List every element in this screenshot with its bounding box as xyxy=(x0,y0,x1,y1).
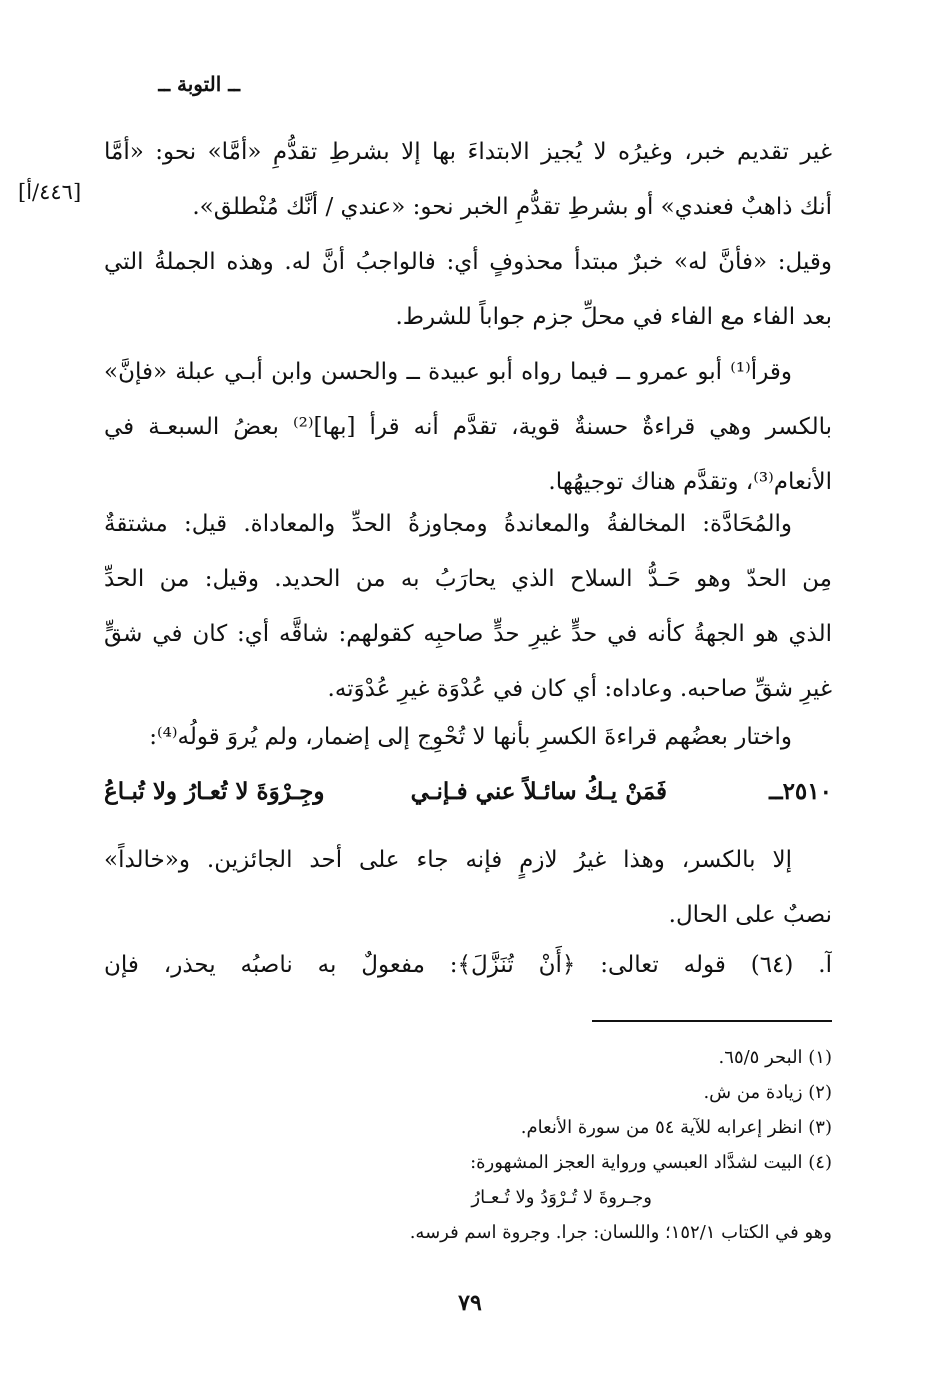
footnote: وهو في الكتاب ١٥٢/١؛ واللسان: جرا. وجروة اسم فرسه. xyxy=(409,1222,832,1243)
text-line: بعد الفاء مع الفاء في محلِّ جزم جواباً للشرط. xyxy=(395,304,832,330)
text-line: وقيل: «فأنَّ له» خبرٌ مبتدأ محذوفٍ أي: فالواجبُ أنَّ له. وهذه الجملةُ التي xyxy=(104,249,832,275)
verse-first-hemistich: فَمَنْ يـكُ سائـلاً عني فـإنـي xyxy=(410,778,667,805)
text-line: غير تقديم خبر، وغيرُه لا يُجيز الابتداءَ بها إلا بشرطِ تقدُّمِ «أمَّا» نحو: «أمَّا xyxy=(104,139,832,165)
footnote-verse: وجـروةَ لا تُـرْوَدُ ولا تُـعـارُ xyxy=(471,1187,652,1208)
page-number: ٧٩ xyxy=(458,1290,482,1316)
paragraph-4 xyxy=(104,710,832,765)
footnotes xyxy=(104,1040,832,1250)
text-line: الذي هو الجهةُ كأنه في حدٍّ غيرِ حدٍّ صاحبِه كقولهم: شاقَّه أي: كان في شقٍّ xyxy=(104,621,832,647)
verse-second-hemistich: وجِـرْوَةَ لا تُعـارُ ولا تُبـاعُ xyxy=(104,778,325,805)
paragraph-1 xyxy=(104,125,832,345)
text-line: غيرِ شقِّ صاحبه. وعاداه: أي كان في عُدْوَة غيرِ عُدْوَته. xyxy=(327,676,832,702)
running-head: ــ التوبة ــ xyxy=(158,72,240,96)
text-line: الأنعام⁽³⁾، وتقدَّم هناك توجيهُها. xyxy=(548,469,832,495)
manuscript-folio-marker: [٤٤٦/أ] xyxy=(18,180,82,204)
verse-number: ٢٥١٠ــ xyxy=(769,778,832,805)
footnote: (٤) البيت لشدَّاد العبسي ورواية العجز المشهورة: xyxy=(470,1152,832,1173)
footnote-separator xyxy=(592,1020,832,1022)
poetry-verse xyxy=(104,778,832,828)
text-line: والمُحَادَّة: المخالفةُ والمعاندةُ ومجاوزةُ الحدِّ والمعاداة. قيل: مشتقةٌ xyxy=(104,511,792,537)
paragraph-2 xyxy=(104,345,832,510)
paragraph-5 xyxy=(104,833,832,943)
text-line: واختار بعضُهم قراءةَ الكسرِ بأنها لا تُحْوِج إلى إضمار، ولم يُروَ قولُه⁽⁴⁾: xyxy=(149,724,792,750)
text-line: إلا بالكسر، وهذا غيرُ لازمٍ فإنه جاء على أحد الجائزين. و«خالداً» xyxy=(104,847,792,873)
footnote: (٣) انظر إعرابه للآية ٥٤ من سورة الأنعام. xyxy=(520,1117,832,1138)
footnote: (٢) زيادة من ش. xyxy=(703,1082,832,1103)
text-line: نصبٌ على الحال. xyxy=(668,902,832,928)
footnote: (١) البحر ٦٥/٥. xyxy=(718,1047,832,1068)
text-line: بالكسر وهي قراءةٌ حسنةٌ قوية، تقدَّم أنه قرأ [بها]⁽²⁾ بعضُ السبعـة في xyxy=(104,414,832,440)
text-line: أنك ذاهبٌ فعندي» أو بشرطِ تقدُّمِ الخبر نحو: «عندي / أنَّك مُنْطلق». xyxy=(192,194,832,220)
paragraph-3 xyxy=(104,497,832,717)
text-line: وقرأ⁽¹⁾ أبو عمرو ــ فيما رواه أبو عبيدة ــ والحسن وابن أبـي عبلة «فإنَّ» xyxy=(104,359,792,385)
paragraph-6 xyxy=(104,938,832,993)
text-line: آ. (٦٤) قوله تعالى: ﴿أَنْ تُنَزَّلَ﴾: مفعولٌ به ناصبُه يحذر، فإن xyxy=(104,952,832,978)
text-line: مِن الحدّ وهو حَـدُّ السلاح الذي يحارَبُ به من الحديد. وقيل: من الحدِّ xyxy=(104,566,832,592)
